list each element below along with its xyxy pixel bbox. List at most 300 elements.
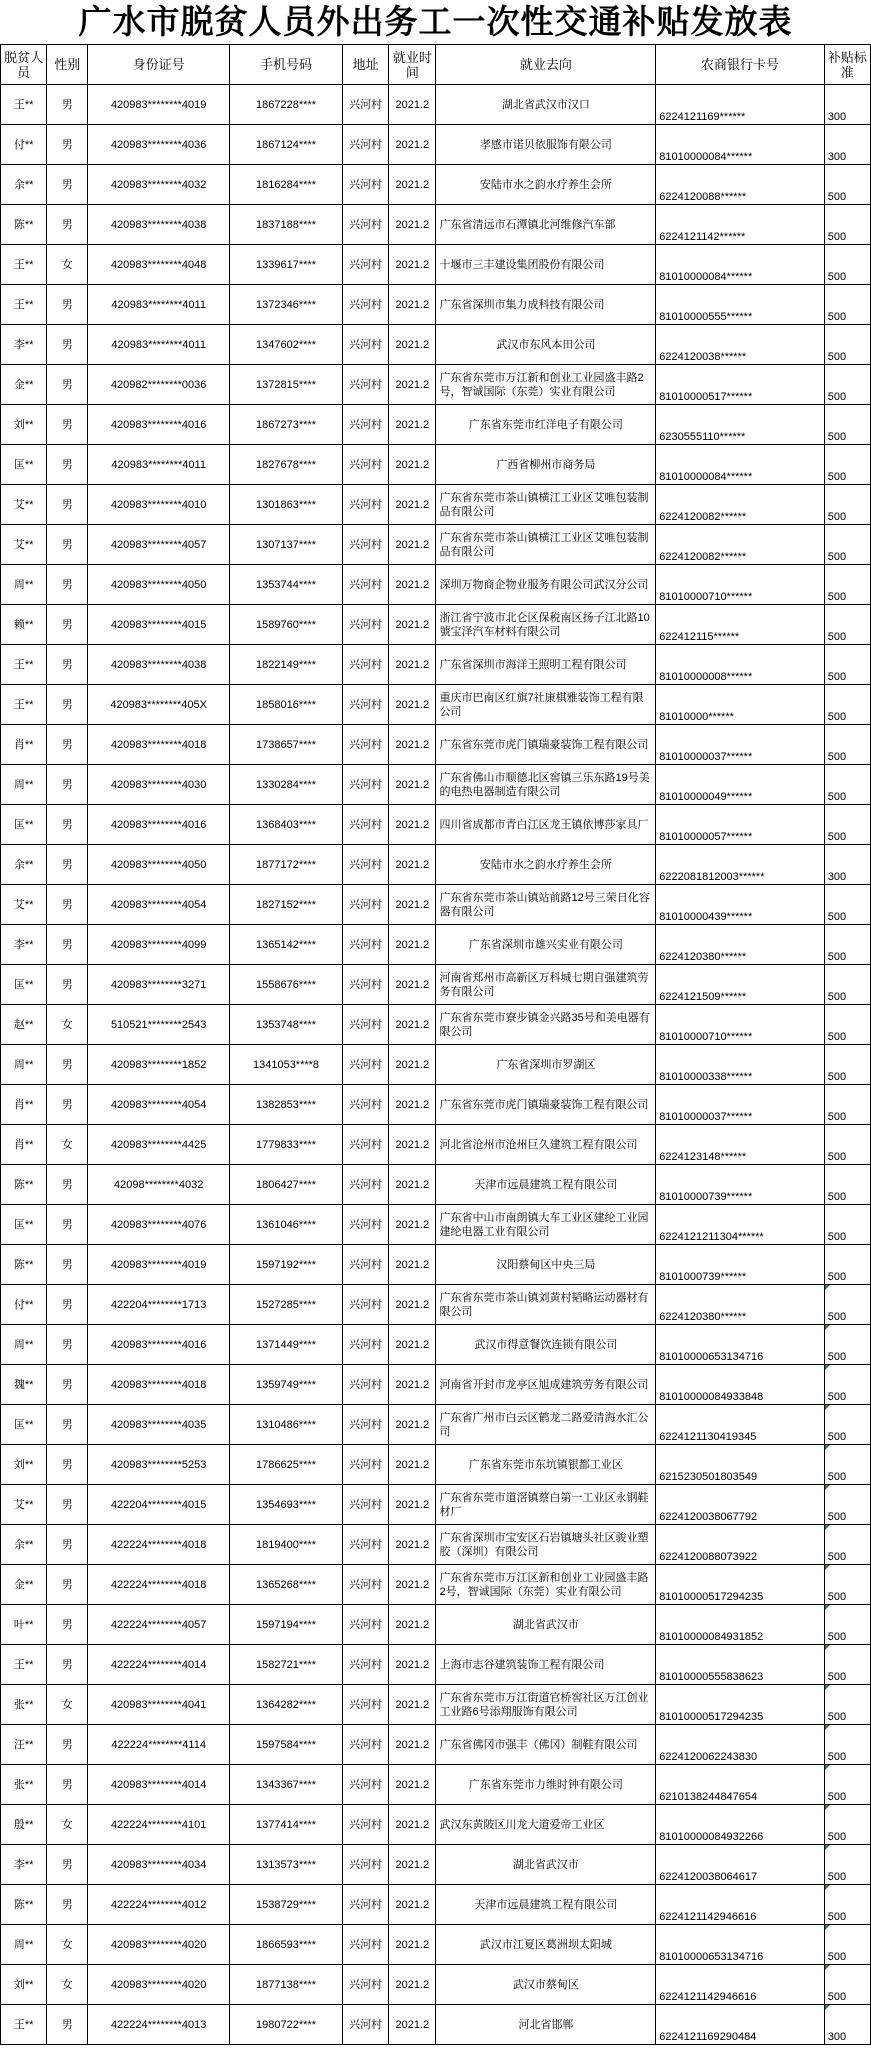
id-number-cell: 420983********4018 <box>88 725 230 765</box>
phone-cell: 1301863**** <box>230 485 343 525</box>
address-cell: 兴河村 <box>343 1765 389 1805</box>
bank-card-cell: 6224120038****** <box>656 325 824 365</box>
bank-card-cell: 81010000739****** <box>656 1165 824 1205</box>
subsidy-cell: 500 <box>824 1565 870 1605</box>
id-number-cell: 420983********4032 <box>88 165 230 205</box>
destination-cell: 广东省东莞市茶山镇刘黄村韬略运动器材有限公司 <box>436 1285 656 1325</box>
destination-cell: 广东省东莞市力维时钟有限公司 <box>436 1765 656 1805</box>
header-destination: 就业去向 <box>436 45 656 85</box>
address-cell: 兴河村 <box>343 1965 389 2005</box>
address-cell: 兴河村 <box>343 1485 389 1525</box>
address-cell: 兴河村 <box>343 1085 389 1125</box>
phone-cell: 1738657**** <box>230 725 343 765</box>
subsidy-cell: 500 <box>824 1365 870 1405</box>
person-cell: 陈** <box>1 1245 47 1285</box>
person-cell: 刘** <box>1 1445 47 1485</box>
destination-cell: 武汉市东风本田公司 <box>436 325 656 365</box>
address-cell: 兴河村 <box>343 405 389 445</box>
gender-cell: 男 <box>47 85 88 125</box>
phone-cell: 1786625**** <box>230 1445 343 1485</box>
person-cell: 陈** <box>1 1165 47 1205</box>
gender-cell: 男 <box>47 605 88 645</box>
person-cell: 王** <box>1 645 47 685</box>
phone-cell: 1341053****8 <box>230 1045 343 1085</box>
person-cell: 李** <box>1 925 47 965</box>
destination-cell: 浙江省宁波市北仑区保税南区扬子江北路10號宝泽汽车材料有限公司 <box>436 605 656 645</box>
phone-cell: 1353748**** <box>230 1005 343 1045</box>
person-cell: 付** <box>1 1285 47 1325</box>
id-number-cell: 422224********4012 <box>88 1885 230 1925</box>
bank-card-cell: 6224121142946616 <box>656 1885 824 1925</box>
id-number-cell: 420983********4054 <box>88 1085 230 1125</box>
table-row <box>1 1365 871 1405</box>
destination-cell: 广东省深圳市宝安区石岩镇塘头社区骏业塑胶（深圳）有限公司 <box>436 1525 656 1565</box>
person-cell: 张** <box>1 1685 47 1725</box>
gender-cell: 男 <box>47 285 88 325</box>
bank-card-cell: 6224120380****** <box>656 925 824 965</box>
id-number-cell: 420983********4425 <box>88 1125 230 1165</box>
phone-cell: 1858016**** <box>230 685 343 725</box>
phone-cell: 1827152**** <box>230 885 343 925</box>
gender-cell: 男 <box>47 485 88 525</box>
table-row <box>1 1605 871 1645</box>
address-cell: 兴河村 <box>343 1565 389 1605</box>
table-row <box>1 1645 871 1685</box>
person-cell: 匡** <box>1 1205 47 1245</box>
employment-time-cell: 2021.2 <box>389 1205 436 1245</box>
destination-cell: 四川省成都市青白江区龙王镇依博莎家具厂 <box>436 805 656 845</box>
table-row <box>1 85 871 125</box>
address-cell: 兴河村 <box>343 1125 389 1165</box>
phone-cell: 1597194**** <box>230 1605 343 1645</box>
address-cell: 兴河村 <box>343 285 389 325</box>
id-number-cell: 422204********4015 <box>88 1485 230 1525</box>
person-cell: 余** <box>1 845 47 885</box>
subsidy-cell: 500 <box>824 605 870 645</box>
person-cell: 肖** <box>1 1085 47 1125</box>
address-cell: 兴河村 <box>343 925 389 965</box>
table-row <box>1 805 871 845</box>
destination-cell: 广东省广州市白云区鹤龙二路爱清海水汇公司 <box>436 1405 656 1445</box>
destination-cell: 广东省东莞市万江新和创业工业园盛丰路2号，智诚国际（东莞）实业有限公司 <box>436 365 656 405</box>
address-cell: 兴河村 <box>343 605 389 645</box>
destination-cell: 武汉市蔡甸区 <box>436 1965 656 2005</box>
destination-cell: 广东省东莞市东坑镇银都工业区 <box>436 1445 656 1485</box>
table-row <box>1 1685 871 1725</box>
table-row <box>1 1045 871 1085</box>
bank-card-cell: 81010000517294235 <box>656 1685 824 1725</box>
address-cell: 兴河村 <box>343 165 389 205</box>
id-number-cell: 420983********4030 <box>88 765 230 805</box>
subsidy-cell: 500 <box>824 1805 870 1845</box>
subsidy-cell: 500 <box>824 1165 870 1205</box>
person-cell: 金** <box>1 365 47 405</box>
gender-cell: 男 <box>47 1725 88 1765</box>
gender-cell: 男 <box>47 1565 88 1605</box>
gender-cell: 男 <box>47 645 88 685</box>
destination-cell: 河北省沧州市沧州巨久建筑工程有限公司 <box>436 1125 656 1165</box>
destination-cell: 广东省东莞市寮步镇金兴路35号和美电器有限公司 <box>436 1005 656 1045</box>
id-number-cell: 420983********4016 <box>88 1325 230 1365</box>
id-number-cell: 420983********4018 <box>88 1365 230 1405</box>
destination-cell: 广东省东莞市茶山镇横江工业区艾唯包装制品有限公司 <box>436 525 656 565</box>
header-bank-card: 农商银行卡号 <box>656 45 824 85</box>
person-cell: 周** <box>1 1925 47 1965</box>
gender-cell: 男 <box>47 1885 88 1925</box>
phone-cell: 1371449**** <box>230 1325 343 1365</box>
address-cell: 兴河村 <box>343 845 389 885</box>
gender-cell: 男 <box>47 845 88 885</box>
gender-cell: 女 <box>47 1965 88 2005</box>
id-number-cell: 420983********4034 <box>88 1845 230 1885</box>
phone-cell: 1867273**** <box>230 405 343 445</box>
bank-card-cell: 81010000710****** <box>656 1005 824 1045</box>
gender-cell: 男 <box>47 885 88 925</box>
phone-cell: 1353744**** <box>230 565 343 605</box>
bank-card-cell: 6224120038064617 <box>656 1845 824 1885</box>
bank-card-cell: 81010000008****** <box>656 645 824 685</box>
destination-cell: 上海市志谷建筑装饰工程有限公司 <box>436 1645 656 1685</box>
phone-cell: 1377414**** <box>230 1805 343 1845</box>
destination-cell: 广西省柳州市商务局 <box>436 445 656 485</box>
employment-time-cell: 2021.2 <box>389 765 436 805</box>
bank-card-cell: 6224120380****** <box>656 1285 824 1325</box>
subsidy-cell: 500 <box>824 1725 870 1765</box>
table-row <box>1 1085 871 1125</box>
subsidy-cell: 500 <box>824 1445 870 1485</box>
subsidy-cell: 500 <box>824 485 870 525</box>
destination-cell: 广东省东莞市万江街道官桥窖社区万江创业工业路6号添翔服饰有限公司 <box>436 1685 656 1725</box>
address-cell: 兴河村 <box>343 1605 389 1645</box>
address-cell: 兴河村 <box>343 1885 389 1925</box>
employment-time-cell: 2021.2 <box>389 1965 436 2005</box>
employment-time-cell: 2021.2 <box>389 2005 436 2045</box>
bank-card-cell: 81010000084933848 <box>656 1365 824 1405</box>
id-number-cell: 422204********1713 <box>88 1285 230 1325</box>
subsidy-cell: 500 <box>824 1605 870 1645</box>
gender-cell: 男 <box>47 925 88 965</box>
subsidy-cell: 500 <box>824 165 870 205</box>
person-cell: 匡** <box>1 445 47 485</box>
bank-card-cell: 81010000057****** <box>656 805 824 845</box>
id-number-cell: 420983********4014 <box>88 1765 230 1805</box>
employment-time-cell: 2021.2 <box>389 445 436 485</box>
table-row <box>1 1885 871 1925</box>
subsidy-cell: 300 <box>824 85 870 125</box>
address-cell: 兴河村 <box>343 1925 389 1965</box>
destination-cell: 十堰市三丰建设集团股份有限公司 <box>436 245 656 285</box>
subsidy-cell: 300 <box>824 2005 870 2045</box>
employment-time-cell: 2021.2 <box>389 1365 436 1405</box>
table-row <box>1 205 871 245</box>
subsidy-cell: 500 <box>824 1085 870 1125</box>
subsidy-cell: 500 <box>824 1005 870 1045</box>
subsidy-cell: 500 <box>824 205 870 245</box>
person-cell: 陈** <box>1 205 47 245</box>
id-number-cell: 422224********4057 <box>88 1605 230 1645</box>
phone-cell: 1589760**** <box>230 605 343 645</box>
address-cell: 兴河村 <box>343 725 389 765</box>
employment-time-cell: 2021.2 <box>389 925 436 965</box>
person-cell: 肖** <box>1 1125 47 1165</box>
gender-cell: 男 <box>47 205 88 245</box>
destination-cell: 武汉东黄陂区川龙大道爱帝工业区 <box>436 1805 656 1845</box>
destination-cell: 河北省邯郸 <box>436 2005 656 2045</box>
destination-cell: 广东省东莞市茶山镇横江工业区艾唯包装制品有限公司 <box>436 485 656 525</box>
address-cell: 兴河村 <box>343 645 389 685</box>
id-number-cell: 422224********4013 <box>88 2005 230 2045</box>
person-cell: 周** <box>1 1045 47 1085</box>
table-row <box>1 1205 871 1245</box>
subsidy-cell: 500 <box>824 1645 870 1685</box>
subsidy-cell: 500 <box>824 725 870 765</box>
id-number-cell: 420983********4020 <box>88 1965 230 2005</box>
bank-card-cell: 81010000653134716 <box>656 1325 824 1365</box>
id-number-cell: 420983********4010 <box>88 485 230 525</box>
phone-cell: 1816284**** <box>230 165 343 205</box>
table-row <box>1 1165 871 1205</box>
header-subsidy: 补贴标准 <box>824 45 870 85</box>
id-number-cell: 420983********4035 <box>88 1405 230 1445</box>
employment-time-cell: 2021.2 <box>389 965 436 1005</box>
phone-cell: 1372815**** <box>230 365 343 405</box>
phone-cell: 1354693**** <box>230 1485 343 1525</box>
person-cell: 王** <box>1 685 47 725</box>
destination-cell: 湖北省武汉市 <box>436 1845 656 1885</box>
person-cell: 李** <box>1 325 47 365</box>
person-cell: 王** <box>1 245 47 285</box>
phone-cell: 1313573**** <box>230 1845 343 1885</box>
address-cell: 兴河村 <box>343 1005 389 1045</box>
destination-cell: 安陆市水之韵水疗养生会所 <box>436 845 656 885</box>
id-number-cell: 422224********4114 <box>88 1725 230 1765</box>
id-number-cell: 420983********4099 <box>88 925 230 965</box>
address-cell: 兴河村 <box>343 2005 389 2045</box>
employment-time-cell: 2021.2 <box>389 1845 436 1885</box>
table-row <box>1 245 871 285</box>
id-number-cell: 420983********4048 <box>88 245 230 285</box>
address-cell: 兴河村 <box>343 1685 389 1725</box>
id-number-cell: 420983********4036 <box>88 125 230 165</box>
employment-time-cell: 2021.2 <box>389 1485 436 1525</box>
subsidy-cell: 500 <box>824 1125 870 1165</box>
employment-time-cell: 2021.2 <box>389 885 436 925</box>
table-row <box>1 2005 871 2045</box>
destination-cell: 广东省深圳市海洋王照明工程有限公司 <box>436 645 656 685</box>
subsidy-cell: 500 <box>824 885 870 925</box>
phone-cell: 1867124**** <box>230 125 343 165</box>
table-row <box>1 1445 871 1485</box>
bank-card-cell: 6215230501803549 <box>656 1445 824 1485</box>
person-cell: 王** <box>1 285 47 325</box>
address-cell: 兴河村 <box>343 1285 389 1325</box>
table-row <box>1 285 871 325</box>
table-row <box>1 1325 871 1365</box>
table-header-row <box>1 45 871 85</box>
address-cell: 兴河村 <box>343 885 389 925</box>
address-cell: 兴河村 <box>343 125 389 165</box>
subsidy-cell: 500 <box>824 1485 870 1525</box>
subsidy-cell: 500 <box>824 1965 870 2005</box>
address-cell: 兴河村 <box>343 1245 389 1285</box>
phone-cell: 1819400**** <box>230 1525 343 1565</box>
address-cell: 兴河村 <box>343 685 389 725</box>
person-cell: 叶** <box>1 1605 47 1645</box>
destination-cell: 湖北省武汉市汉口 <box>436 85 656 125</box>
person-cell: 王** <box>1 1645 47 1685</box>
gender-cell: 女 <box>47 1805 88 1845</box>
address-cell: 兴河村 <box>343 1725 389 1765</box>
id-number-cell: 420983********4016 <box>88 805 230 845</box>
gender-cell: 男 <box>47 1045 88 1085</box>
subsidy-cell: 500 <box>824 525 870 565</box>
subsidy-cell: 500 <box>824 365 870 405</box>
page-title: 广水市脱贫人员外出务工一次性交通补贴发放表 <box>78 2 793 41</box>
person-cell: 王** <box>1 85 47 125</box>
person-cell: 匡** <box>1 805 47 845</box>
id-number-cell: 420983********4041 <box>88 1685 230 1725</box>
employment-time-cell: 2021.2 <box>389 1885 436 1925</box>
id-number-cell: 420982********0036 <box>88 365 230 405</box>
table-row <box>1 125 871 165</box>
table-row <box>1 605 871 645</box>
table-row <box>1 1805 871 1845</box>
header-person: 脱贫人员 <box>1 45 47 85</box>
employment-time-cell: 2021.2 <box>389 485 436 525</box>
phone-cell: 1343367**** <box>230 1765 343 1805</box>
employment-time-cell: 2021.2 <box>389 85 436 125</box>
employment-time-cell: 2021.2 <box>389 205 436 245</box>
gender-cell: 男 <box>47 365 88 405</box>
employment-time-cell: 2021.2 <box>389 1645 436 1685</box>
employment-time-cell: 2021.2 <box>389 525 436 565</box>
table-row <box>1 645 871 685</box>
person-cell: 刘** <box>1 405 47 445</box>
subsidy-cell: 500 <box>824 1525 870 1565</box>
header-employment-time: 就业时间 <box>389 45 436 85</box>
subsidy-cell: 500 <box>824 1325 870 1365</box>
gender-cell: 女 <box>47 1925 88 1965</box>
subsidy-cell: 500 <box>824 245 870 285</box>
phone-cell: 1307137**** <box>230 525 343 565</box>
bank-card-cell: 81010000555838623 <box>656 1645 824 1685</box>
bank-card-cell: 81010000439****** <box>656 885 824 925</box>
person-cell: 王** <box>1 2005 47 2045</box>
subsidy-cell: 500 <box>824 965 870 1005</box>
destination-cell: 安陆市水之韵水疗养生会所 <box>436 165 656 205</box>
id-number-cell: 420983********4019 <box>88 1245 230 1285</box>
gender-cell: 男 <box>47 1405 88 1445</box>
address-cell: 兴河村 <box>343 1645 389 1685</box>
gender-cell: 男 <box>47 1325 88 1365</box>
employment-time-cell: 2021.2 <box>389 645 436 685</box>
gender-cell: 女 <box>47 1125 88 1165</box>
subsidy-cell: 500 <box>824 1045 870 1085</box>
subsidy-cell: 500 <box>824 1245 870 1285</box>
bank-card-cell: 81010000517294235 <box>656 1565 824 1605</box>
bank-card-cell: 6224120038067792 <box>656 1485 824 1525</box>
gender-cell: 男 <box>47 1445 88 1485</box>
employment-time-cell: 2021.2 <box>389 1005 436 1045</box>
table-row <box>1 405 871 445</box>
destination-cell: 广东省清远市石潭镇北河维修汽车部 <box>436 205 656 245</box>
destination-cell: 广东省东莞市道滘镇蔡白第一工业区永钢鞋材厂 <box>436 1485 656 1525</box>
destination-cell: 天津市远晨建筑工程有限公司 <box>436 1165 656 1205</box>
person-cell: 艾** <box>1 485 47 525</box>
employment-time-cell: 2021.2 <box>389 725 436 765</box>
bank-card-cell: 622412115****** <box>656 605 824 645</box>
table-row <box>1 685 871 725</box>
address-cell: 兴河村 <box>343 485 389 525</box>
gender-cell: 男 <box>47 525 88 565</box>
subsidy-cell: 500 <box>824 765 870 805</box>
gender-cell: 男 <box>47 965 88 1005</box>
destination-cell: 广东省深圳市雄兴实业有限公司 <box>436 925 656 965</box>
id-number-cell: 422224********4101 <box>88 1805 230 1845</box>
phone-cell: 1582721**** <box>230 1645 343 1685</box>
phone-cell: 1779833**** <box>230 1125 343 1165</box>
employment-time-cell: 2021.2 <box>389 1045 436 1085</box>
table-row <box>1 1405 871 1445</box>
employment-time-cell: 2021.2 <box>389 1445 436 1485</box>
person-cell: 余** <box>1 165 47 205</box>
person-cell: 周** <box>1 565 47 605</box>
bank-card-cell: 6224121211304****** <box>656 1205 824 1245</box>
employment-time-cell: 2021.2 <box>389 1325 436 1365</box>
table-row <box>1 1005 871 1045</box>
person-cell: 余** <box>1 1525 47 1565</box>
address-cell: 兴河村 <box>343 85 389 125</box>
employment-time-cell: 2021.2 <box>389 245 436 285</box>
bank-card-cell: 8101000739****** <box>656 1245 824 1285</box>
table-row <box>1 565 871 605</box>
gender-cell: 男 <box>47 805 88 845</box>
bank-card-cell: 6224120088****** <box>656 165 824 205</box>
table-row <box>1 765 871 805</box>
destination-cell: 广东省东莞市万江区新和创业工业园盛丰路2号，智诚国际（东莞）实业有限公司 <box>436 1565 656 1605</box>
table-row <box>1 1965 871 2005</box>
employment-time-cell: 2021.2 <box>389 1525 436 1565</box>
person-cell: 赵** <box>1 1005 47 1045</box>
gender-cell: 男 <box>47 165 88 205</box>
subsidy-cell: 500 <box>824 565 870 605</box>
table-row <box>1 1285 871 1325</box>
gender-cell: 男 <box>47 445 88 485</box>
gender-cell: 男 <box>47 1765 88 1805</box>
id-number-cell: 420983********5253 <box>88 1445 230 1485</box>
id-number-cell: 420983********4076 <box>88 1205 230 1245</box>
employment-time-cell: 2021.2 <box>389 565 436 605</box>
table-row <box>1 1245 871 1285</box>
subsidy-cell: 500 <box>824 1885 870 1925</box>
bank-card-cell: 6210138244847654 <box>656 1765 824 1805</box>
table-row <box>1 1485 871 1525</box>
employment-time-cell: 2021.2 <box>389 325 436 365</box>
gender-cell: 男 <box>47 725 88 765</box>
header-id-number: 身份证号 <box>88 45 230 85</box>
destination-cell: 重庆市巴南区红旗7社康棋雅装饰工程有限公司 <box>436 685 656 725</box>
bank-card-cell: 81010000084****** <box>656 125 824 165</box>
table-row <box>1 1525 871 1565</box>
destination-cell: 深圳万物商企物业服务有限公司武汉分公司 <box>436 565 656 605</box>
employment-time-cell: 2021.2 <box>389 845 436 885</box>
destination-cell: 广东省深圳市罗湖区 <box>436 1045 656 1085</box>
phone-cell: 1877138**** <box>230 1965 343 2005</box>
subsidy-cell: 500 <box>824 445 870 485</box>
phone-cell: 1359749**** <box>230 1365 343 1405</box>
bank-card-cell: 6230555110****** <box>656 405 824 445</box>
bank-card-cell: 81010000084931852 <box>656 1605 824 1645</box>
